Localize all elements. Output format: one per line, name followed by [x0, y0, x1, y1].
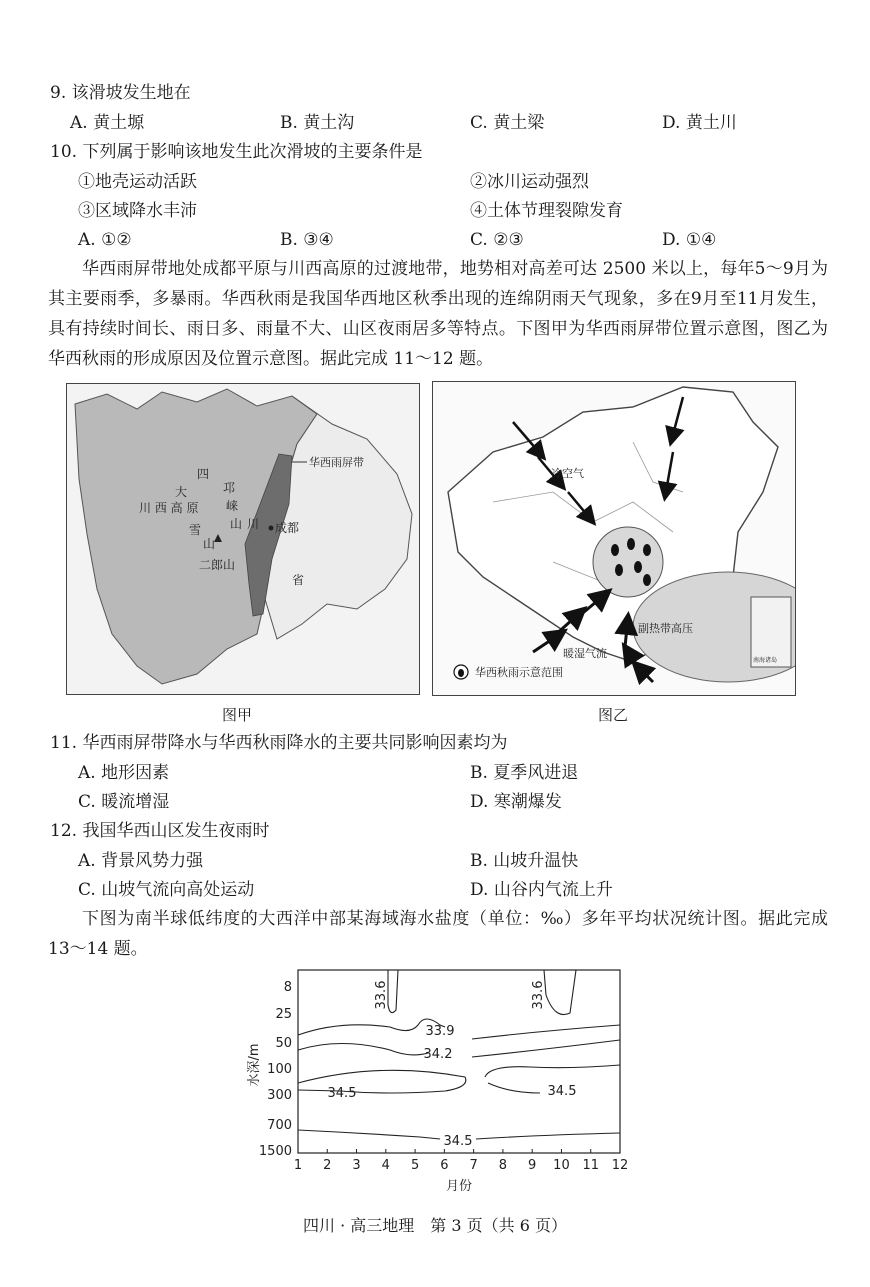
q11-option-c: C. 暖流增湿	[78, 792, 170, 812]
contour-label: 33.6	[374, 980, 389, 1010]
label-inset: 南海诸岛	[753, 657, 778, 664]
q12-stem: 12. 我国华西山区发生夜雨时	[50, 821, 270, 841]
label-sheng: 省	[292, 573, 305, 587]
q10-item-3: ③区域降水丰沛	[78, 201, 197, 221]
y-tick-label: 300	[267, 1088, 292, 1103]
label-rain-screen: 华西雨屏带	[309, 456, 364, 469]
x-tick-label: 6	[440, 1158, 449, 1173]
q10-stem: 10. 下列属于影响该地发生此次滑坡的主要条件是	[50, 142, 423, 162]
contour-label: 33.6	[531, 980, 546, 1010]
figure-b-map	[432, 381, 796, 696]
q11-option-d: D. 寒潮爆发	[470, 792, 562, 812]
contour-label: 34.5	[547, 1084, 577, 1099]
contour-label: 34.2	[423, 1047, 453, 1062]
label-qiong: 邛	[223, 481, 236, 495]
q11-stem: 11. 华西雨屏带降水与华西秋雨降水的主要共同影响因素均为	[50, 733, 508, 753]
q10-item-1: ①地壳运动活跃	[78, 172, 197, 192]
y-tick-label: 8	[283, 980, 292, 995]
y-tick-label: 100	[267, 1062, 292, 1077]
x-tick-label: 3	[352, 1158, 361, 1173]
y-tick-label: 25	[275, 1007, 292, 1022]
x-tick-label: 9	[528, 1158, 537, 1173]
contour-label: 34.5	[327, 1086, 357, 1101]
figure-a-map	[66, 383, 420, 695]
label-si: 四	[197, 467, 210, 481]
q10-option-a: A. ①②	[78, 230, 132, 250]
q12-option-a: A. 背景风势力强	[78, 851, 204, 871]
label-shan: 山	[230, 517, 243, 531]
label-subtropical-high: 副热带高压	[638, 622, 693, 635]
figure-b-caption: 图乙	[598, 706, 629, 724]
china-map-svg	[433, 382, 795, 695]
y-tick-label: 1500	[258, 1144, 292, 1159]
q11-option-a: A. 地形因素	[78, 763, 170, 783]
label-legend: 华西秋雨示意范围	[475, 666, 563, 679]
q9-option-b: B. 黄土沟	[280, 113, 355, 133]
label-warm-flow: 暖湿气流	[563, 647, 607, 660]
label-lai: 崃	[226, 499, 239, 513]
y-axis-label: 水深/m	[247, 1043, 262, 1087]
q12-option-b: B. 山坡升温快	[470, 851, 579, 871]
q12-option-d: D. 山谷内气流上升	[470, 880, 613, 900]
y-tick-label: 50	[275, 1036, 292, 1051]
sichuan-map-svg	[67, 384, 419, 694]
passage-huaxi: 华西雨屏带地处成都平原与川西高原的过渡地带，地势相对高差可达 2500 米以上，每年5～9月为其主要雨季，多暴雨。华西秋雨是我国华西地区秋季出现的连绵阴雨天气现象，多在9月至11月发生，具有持续时间长、雨日多、雨量不大、山区夜雨居多等特点。下图甲为华西雨屏带位置示意图，图乙为华西秋雨的形成原因及位置示意图。据此完成 11～12 题。	[48, 259, 828, 369]
label-xue: 雪	[189, 523, 202, 537]
q9-option-a: A. 黄土塬	[70, 113, 145, 133]
q11-option-b: B. 夏季风进退	[470, 763, 579, 783]
x-tick-label: 8	[498, 1158, 508, 1173]
q10-item-4: ④土体节理裂隙发育	[470, 201, 623, 221]
contour-label: 34.5	[443, 1134, 473, 1149]
q9-stem: 9. 该滑坡发生地在	[50, 83, 191, 103]
x-tick-label: 5	[410, 1158, 420, 1173]
label-cold-air: 冷空气	[551, 467, 584, 480]
x-tick-label: 1	[293, 1158, 303, 1173]
x-tick-label: 12	[611, 1158, 629, 1173]
q10-item-2: ②冰川运动强烈	[470, 172, 589, 192]
label-shan2: 山	[203, 537, 216, 551]
q9-option-d: D. 黄土川	[662, 113, 737, 133]
x-axis-label: 月份	[445, 1179, 473, 1194]
contour-label: 33.9	[425, 1024, 455, 1039]
label-plateau: 川 西 高 原	[139, 501, 199, 515]
label-da: 大	[175, 485, 188, 499]
x-tick-label: 10	[553, 1158, 570, 1173]
x-tick-label: 2	[323, 1158, 332, 1173]
q10-option-d: D. ①④	[662, 230, 717, 250]
x-tick-label: 7	[469, 1158, 478, 1173]
q10-option-c: C. ②③	[470, 230, 524, 250]
x-tick-label: 4	[381, 1158, 390, 1173]
y-tick-label: 700	[267, 1118, 292, 1133]
q9-option-c: C. 黄土梁	[470, 113, 545, 133]
page-footer: 四川 · 高三地理 第 3 页（共 6 页）	[303, 1216, 567, 1235]
q12-option-c: C. 山坡气流向高处运动	[78, 880, 255, 900]
salinity-chart	[240, 965, 640, 1195]
label-chuan: 川	[247, 517, 260, 531]
x-tick-label: 11	[582, 1158, 600, 1173]
label-chengdu: 成都	[275, 521, 300, 535]
passage-salinity: 下图为南半球低纬度的大西洋中部某海域海水盐度（单位：‰）多年平均状况统计图。据此完成 13～14 题。	[48, 909, 828, 959]
q10-option-b: B. ③④	[280, 230, 334, 250]
figure-a-caption: 图甲	[222, 706, 253, 724]
label-erlang: 二郎山	[199, 558, 236, 572]
